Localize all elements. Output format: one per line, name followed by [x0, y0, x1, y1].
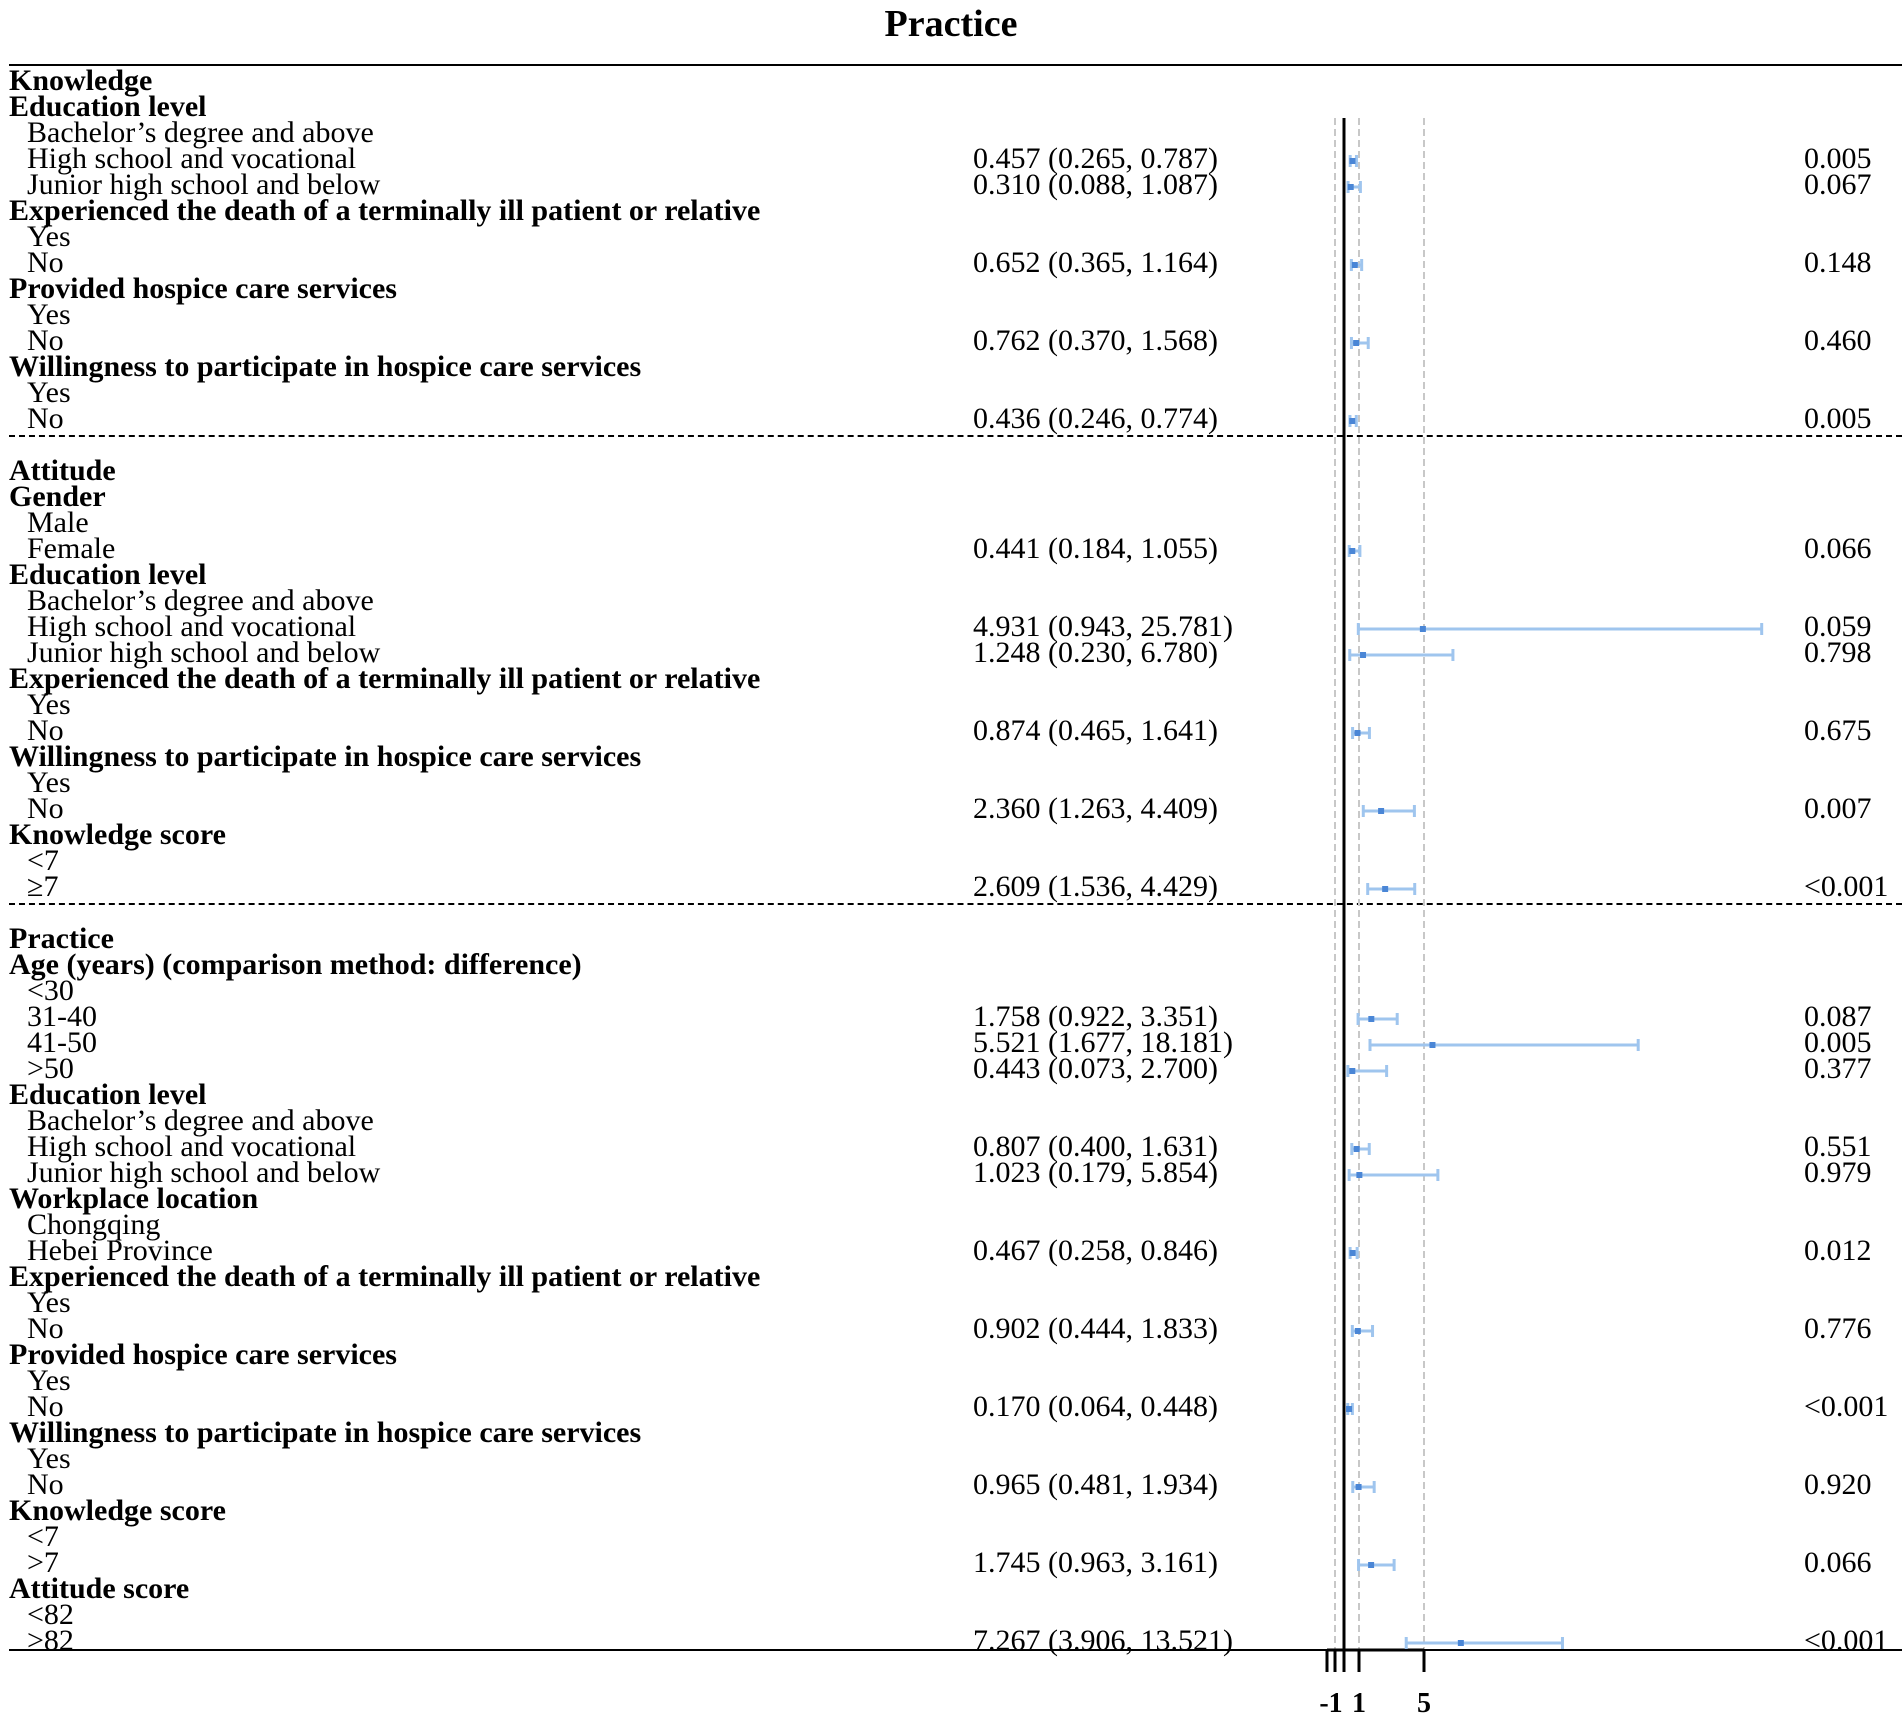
row-label: No — [27, 792, 64, 825]
row-label: Knowledge score — [9, 818, 226, 851]
or-point — [1354, 730, 1360, 736]
row-label: Female — [27, 532, 116, 565]
or-ci-text: 0.807 (0.400, 1.631) — [973, 1130, 1218, 1163]
row-label: Yes — [27, 376, 71, 409]
or-ci-text: 2.609 (1.536, 4.429) — [973, 870, 1218, 903]
or-point — [1378, 808, 1384, 814]
or-ci-text: 0.441 (0.184, 1.055) — [973, 532, 1218, 565]
row-label: Chongqing — [27, 1208, 161, 1241]
or-ci-text: 5.521 (1.677, 18.181) — [973, 1026, 1233, 1059]
or-ci-text: 0.965 (0.481, 1.934) — [973, 1468, 1218, 1501]
row-label: ≥7 — [27, 870, 59, 903]
row-label: Bachelor’s degree and above — [27, 116, 374, 149]
or-point — [1350, 1250, 1356, 1256]
p-value: 0.005 — [1804, 402, 1872, 435]
p-value: 0.066 — [1804, 532, 1872, 565]
p-value: 0.059 — [1804, 610, 1872, 643]
or-point — [1382, 886, 1388, 892]
p-value: 0.377 — [1804, 1052, 1872, 1085]
p-value: 0.798 — [1804, 636, 1872, 669]
p-value: <0.001 — [1804, 1624, 1889, 1657]
p-value: 0.087 — [1804, 1000, 1872, 1033]
row-label: No — [27, 714, 64, 747]
or-point — [1346, 1406, 1352, 1412]
row-label: Male — [27, 506, 89, 539]
row-label: No — [27, 1468, 64, 1501]
or-ci-text: 0.467 (0.258, 0.846) — [973, 1234, 1218, 1267]
p-value: 0.675 — [1804, 714, 1872, 747]
row-label: Gender — [9, 480, 106, 513]
row-label: 41-50 — [27, 1026, 97, 1059]
row-label: No — [27, 246, 64, 279]
row-label: Junior high school and below — [27, 636, 381, 669]
or-point — [1368, 1562, 1374, 1568]
p-value: 0.920 — [1804, 1468, 1872, 1501]
row-label: Knowledge — [9, 64, 153, 97]
row-label: Willingness to participate in hospice care services — [9, 740, 642, 773]
or-ci-text: 0.874 (0.465, 1.641) — [973, 714, 1218, 747]
row-label: Experienced the death of a terminally ill patient or relative — [9, 662, 761, 695]
row-label: >82 — [27, 1624, 74, 1657]
row-label: Yes — [27, 1364, 71, 1397]
row-label: Yes — [27, 688, 71, 721]
row-label: Bachelor’s degree and above — [27, 1104, 374, 1137]
or-point — [1458, 1640, 1464, 1646]
x-tick-label: 5 — [1417, 1688, 1431, 1719]
or-point — [1420, 626, 1426, 632]
x-tick-label: 1 — [1352, 1688, 1366, 1719]
or-point — [1356, 1484, 1362, 1490]
row-label: >7 — [27, 1546, 59, 1579]
row-label: Willingness to participate in hospice care services — [9, 350, 642, 383]
or-point — [1353, 340, 1359, 346]
p-value: 0.979 — [1804, 1156, 1872, 1189]
p-value: <0.001 — [1804, 1390, 1889, 1423]
or-ci-text: 1.248 (0.230, 6.780) — [973, 636, 1218, 669]
or-point — [1352, 262, 1358, 268]
or-ci-text: 7.267 (3.906, 13.521) — [973, 1624, 1233, 1657]
p-value: 0.551 — [1804, 1130, 1872, 1163]
or-point — [1354, 1146, 1360, 1152]
p-value: 0.012 — [1804, 1234, 1872, 1267]
row-label: High school and vocational — [27, 142, 357, 175]
row-label: No — [27, 1312, 64, 1345]
or-ci-text: 1.023 (0.179, 5.854) — [973, 1156, 1218, 1189]
row-label: No — [27, 1390, 64, 1423]
or-ci-text: 0.762 (0.370, 1.568) — [973, 324, 1218, 357]
row-label: Hebei Province — [27, 1234, 213, 1267]
row-label: >50 — [27, 1052, 74, 1085]
row-label: Age (years) (comparison method: difference) — [9, 948, 582, 981]
row-label: Experienced the death of a terminally ill patient or relative — [9, 1260, 761, 1293]
row-label: Provided hospice care services — [9, 1338, 397, 1371]
chart-title: Practice — [884, 3, 1018, 45]
or-ci-text: 2.360 (1.263, 4.409) — [973, 792, 1218, 825]
row-label: Practice — [9, 922, 114, 955]
p-value: 0.007 — [1804, 792, 1872, 825]
row-label: Education level — [9, 90, 207, 123]
row-label: High school and vocational — [27, 1130, 357, 1163]
row-label: Knowledge score — [9, 1494, 226, 1527]
row-label: Willingness to participate in hospice care services — [9, 1416, 642, 1449]
row-label: Provided hospice care services — [9, 272, 397, 305]
row-label: <30 — [27, 974, 74, 1007]
p-value: 0.005 — [1804, 142, 1872, 175]
or-point — [1356, 1172, 1362, 1178]
x-tick-label: -1 — [1319, 1688, 1343, 1719]
or-point — [1429, 1042, 1435, 1048]
row-label: <7 — [27, 1520, 59, 1553]
row-label: No — [27, 402, 64, 435]
row-label: No — [27, 324, 64, 357]
p-value: 0.460 — [1804, 324, 1872, 357]
or-ci-text: 0.652 (0.365, 1.164) — [973, 246, 1218, 279]
p-value: 0.067 — [1804, 168, 1872, 201]
or-ci-text: 1.758 (0.922, 3.351) — [973, 1000, 1218, 1033]
row-label: High school and vocational — [27, 610, 357, 643]
or-point — [1355, 1328, 1361, 1334]
or-point — [1349, 548, 1355, 554]
row-label: Yes — [27, 1286, 71, 1319]
or-point — [1348, 184, 1354, 190]
or-ci-text: 4.931 (0.943, 25.781) — [973, 610, 1233, 643]
row-label: Yes — [27, 220, 71, 253]
or-ci-text: 0.902 (0.444, 1.833) — [973, 1312, 1218, 1345]
or-ci-text: 0.436 (0.246, 0.774) — [973, 402, 1218, 435]
or-point — [1349, 1068, 1355, 1074]
or-point — [1368, 1016, 1374, 1022]
or-ci-text: 1.745 (0.963, 3.161) — [973, 1546, 1218, 1579]
row-label: Junior high school and below — [27, 168, 381, 201]
p-value: 0.148 — [1804, 246, 1872, 279]
p-value: <0.001 — [1804, 870, 1889, 903]
or-point — [1360, 652, 1366, 658]
or-ci-text: 0.443 (0.073, 2.700) — [973, 1052, 1218, 1085]
or-point — [1349, 158, 1355, 164]
row-label: <7 — [27, 844, 59, 877]
p-value: 0.066 — [1804, 1546, 1872, 1579]
row-label: Workplace location — [9, 1182, 259, 1215]
row-label: Yes — [27, 766, 71, 799]
p-value: 0.005 — [1804, 1026, 1872, 1059]
row-label: Yes — [27, 298, 71, 331]
p-value: 0.776 — [1804, 1312, 1872, 1345]
row-label: Junior high school and below — [27, 1156, 381, 1189]
or-ci-text: 0.170 (0.064, 0.448) — [973, 1390, 1218, 1423]
row-label: Education level — [9, 1078, 207, 1111]
row-label: Attitude — [9, 454, 116, 487]
row-label: Yes — [27, 1442, 71, 1475]
row-label: Experienced the death of a terminally ill patient or relative — [9, 194, 761, 227]
row-label: Attitude score — [9, 1572, 190, 1605]
or-point — [1349, 418, 1355, 424]
or-ci-text: 0.310 (0.088, 1.087) — [973, 168, 1218, 201]
row-label: Education level — [9, 558, 207, 591]
row-label: <82 — [27, 1598, 74, 1631]
row-label: Bachelor’s degree and above — [27, 584, 374, 617]
row-label: 31-40 — [27, 1000, 97, 1033]
or-ci-text: 0.457 (0.265, 0.787) — [973, 142, 1218, 175]
